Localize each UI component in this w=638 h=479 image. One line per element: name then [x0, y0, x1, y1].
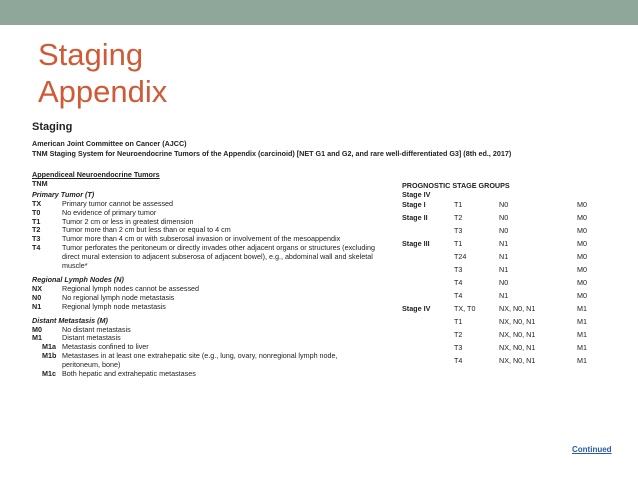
stage-m: M1: [577, 343, 587, 352]
definition-code: T3: [32, 234, 41, 244]
stage-t: T4: [454, 291, 463, 300]
prognostic-title: PROGNOSTIC STAGE GROUPS: [402, 181, 510, 190]
definition-description: Tumor perforates the peritoneum or directly invades other adjacent organs or structures (excluding direct mural extension to adjacent subserosa of adjacent bowel), e.g., abdominal wall and skeletal muscle*: [62, 243, 375, 271]
definition-description: No evidence of primary tumor: [62, 207, 157, 217]
stage-n: N0: [499, 226, 509, 235]
stage-m: M0: [577, 291, 587, 300]
stage-row: [402, 265, 617, 278]
regional-nodes-title: Regional Lymph Nodes (N): [32, 274, 124, 284]
definition-row: [32, 352, 377, 370]
stage-label: [402, 317, 454, 330]
stage-row: [402, 213, 617, 226]
slide-title-line2: Appendix: [38, 74, 168, 109]
definition-code: M1a: [42, 342, 56, 352]
definition-description: Tumor more than 4 cm or with subserosal invasion or involvement of the mesoappendix: [62, 234, 341, 244]
stage-n: NX, N0, N1: [499, 343, 536, 352]
tnm-label: TNM: [32, 178, 48, 188]
stage-row: [402, 356, 617, 369]
definition-description: Both hepatic and extrahepatic metastases: [62, 369, 196, 379]
definition-code: M0: [32, 324, 42, 334]
left-heading: Appendiceal Neuroendocrine Tumors: [32, 170, 160, 179]
slide-title: [38, 36, 167, 110]
stage-label: [402, 252, 454, 265]
continued-link[interactable]: Continued: [572, 445, 612, 454]
stage-label: [402, 278, 454, 291]
definition-code: NX: [32, 283, 42, 293]
stage-row: [402, 278, 617, 291]
definition-description: Tumor 2 cm or less in greatest dimension: [62, 216, 194, 226]
stage-row: [402, 291, 617, 304]
stage-row: [402, 226, 617, 239]
stage-row: [402, 252, 617, 265]
stage-n: N0: [499, 213, 509, 222]
stage-label: [402, 330, 454, 343]
definition-description: Distant metastasis: [62, 333, 121, 343]
stage-label: Stage II: [402, 213, 428, 222]
definition-row: [32, 303, 377, 312]
definition-description: Primary tumor cannot be assessed: [62, 198, 174, 208]
distant-metastasis-title: Distant Metastasis (M): [32, 315, 108, 325]
stage-n: N1: [499, 291, 509, 300]
definition-code: T4: [32, 243, 41, 253]
stage-t: TX, T0: [454, 304, 476, 313]
stage-m: M0: [577, 226, 587, 235]
definition-code: M1c: [42, 369, 56, 379]
definition-description: No distant metastasis: [62, 324, 131, 334]
stage-t: T24: [454, 252, 467, 261]
slide-top-bar: [0, 0, 638, 25]
stage-t: T2: [454, 213, 463, 222]
stage-label: Stage III: [402, 239, 430, 248]
primary-tumor-list: [32, 200, 377, 271]
stage-m: M0: [577, 252, 587, 261]
definition-row: [32, 244, 377, 271]
doc-source: [32, 139, 511, 158]
prognostic-stage-iv-label: Stage IV: [402, 190, 431, 199]
stage-label: Stage IV: [402, 304, 431, 313]
stage-label: [402, 226, 454, 239]
stage-n: NX, N0, N1: [499, 317, 536, 326]
stage-t: T2: [454, 330, 463, 339]
tnm-definitions: [32, 171, 377, 379]
staging-document: [32, 121, 622, 461]
stage-m: M1: [577, 330, 587, 339]
stage-t: T4: [454, 356, 463, 365]
stage-t: T3: [454, 343, 463, 352]
definition-row: [32, 370, 377, 379]
definition-code: M1: [32, 333, 42, 343]
stage-m: M1: [577, 356, 587, 365]
stage-n: NX, N0, N1: [499, 330, 536, 339]
prognostic-stage-groups: [402, 181, 622, 369]
stage-label: Stage I: [402, 200, 426, 209]
definition-description: Regional lymph nodes cannot be assessed: [62, 283, 200, 293]
stage-n: NX, N0, N1: [499, 356, 536, 365]
definition-code: T2: [32, 225, 41, 235]
stage-n: N0: [499, 200, 509, 209]
stage-t: T3: [454, 265, 463, 274]
stage-m: M0: [577, 278, 587, 287]
doc-heading: Staging: [32, 121, 73, 133]
stage-n: N0: [499, 278, 509, 287]
definition-code: M1b: [42, 351, 57, 361]
stage-m: M1: [577, 317, 587, 326]
source-line1: American Joint Committee on Cancer (AJCC): [32, 139, 187, 148]
distant-metastasis-list: [32, 326, 377, 379]
stage-m: M1: [577, 304, 587, 313]
stage-n: N1: [499, 265, 509, 274]
stage-t: T1: [454, 239, 463, 248]
regional-nodes-list: [32, 285, 377, 312]
definition-description: No regional lymph node metastasis: [62, 292, 175, 302]
stage-label: [402, 265, 454, 278]
stage-t: T1: [454, 317, 463, 326]
stage-label: [402, 291, 454, 304]
definition-code: T0: [32, 207, 41, 217]
definition-code: TX: [32, 198, 42, 208]
stage-label: [402, 356, 454, 369]
stage-m: M0: [577, 265, 587, 274]
stage-n: N1: [499, 239, 509, 248]
definition-code: T1: [32, 216, 41, 226]
stage-t: T1: [454, 200, 463, 209]
stage-n: N1: [499, 252, 509, 261]
stage-row: [402, 317, 617, 330]
stage-m: M0: [577, 200, 587, 209]
stage-t: T3: [454, 226, 463, 235]
stage-row: [402, 200, 617, 213]
prognostic-table: [402, 200, 617, 369]
stage-m: M0: [577, 213, 587, 222]
stage-row: [402, 239, 617, 252]
definition-description: Regional lymph node metastasis: [62, 301, 166, 311]
definition-description: Metastases in at least one extrahepatic site (e.g., lung, ovary, nonregional lymph node, peritoneum, bone): [62, 351, 338, 370]
stage-label: [402, 343, 454, 356]
stage-row: [402, 304, 617, 317]
stage-t: T4: [454, 278, 463, 287]
stage-n: NX, N0, N1: [499, 304, 536, 313]
stage-m: M0: [577, 239, 587, 248]
definition-description: Tumor more than 2 cm but less than or equal to 4 cm: [62, 225, 231, 235]
stage-row: [402, 343, 617, 356]
slide-title-line1: Staging: [38, 37, 144, 72]
definition-code: N0: [32, 292, 42, 302]
primary-tumor-title: Primary Tumor (T): [32, 189, 95, 199]
source-line2: TNM Staging System for Neuroendocrine Tumors of the Appendix (carcinoid) [NET G1 and G2, and rare well-differentiated G3] (8th ed., 2017): [32, 148, 512, 158]
stage-row: [402, 330, 617, 343]
definition-code: N1: [32, 301, 42, 311]
definition-description: Metastasis confined to liver: [62, 342, 149, 352]
